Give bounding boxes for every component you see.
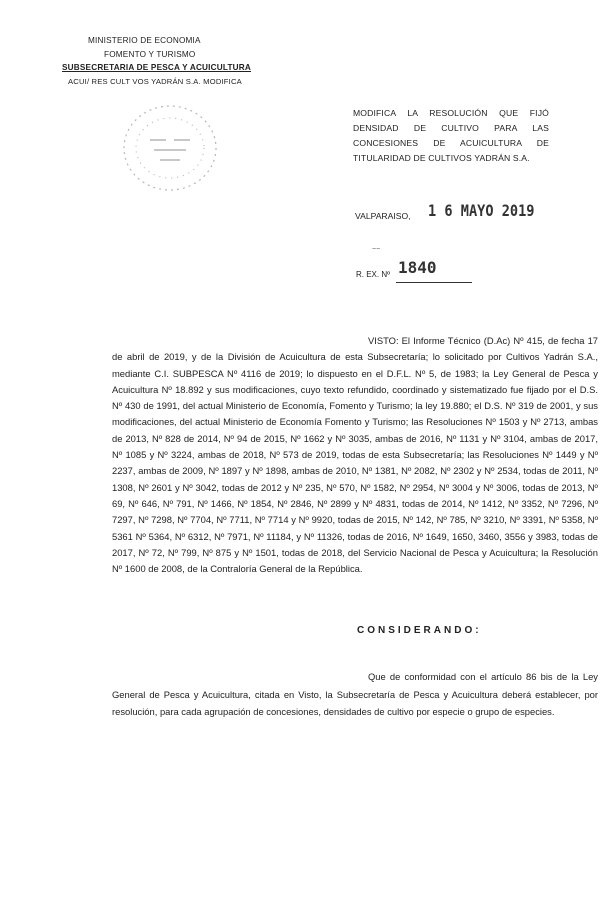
handwritten-mark: ~~ [372,246,381,253]
ministry-branch: FOMENTO Y TURISMO [104,50,196,59]
resolution-number-underline [396,282,472,283]
ministry-name: MINISTERIO DE ECONOMIA [88,36,201,45]
considerando-heading: CONSIDERANDO: [357,625,482,636]
resolution-label: R. EX. Nº [356,270,391,279]
considerando-paragraph: Que de conformidad con el artículo 86 bis de la Ley General de Pesca y Acuicultura, citada en Visto, la Subsecretaría de Pesca y Acuicultura deberá establecer, por resolución, para cada agrupación de concesiones, densidades de cultivo por especie o grupo de especies. [112,671,598,717]
resolution-number: 1840 [398,258,437,277]
official-seal-stamp [120,100,220,196]
resolution-subject: MODIFICA LA RESOLUCIÓN QUE FIJÓ DENSIDAD DE CULTIVO PARA LAS CONCESIONES DE ACUICULTURA DE TITULARIDAD DE CULTIVOS YADRÁN S.A. [353,108,549,163]
file-reference: ACUI/ RES CULT VOS YADRÁN S.A. MODIFICA [68,77,242,86]
visto-paragraph: VISTO: El Informe Técnico (D.Ac) Nº 415, de fecha 17 de abril de 2019, y de la División de Acuicultura de esta Subsecretaría; lo solicitado por Cultivos Yadrán S.A., mediante C.I. SUBPESCA Nº 4116 de 2019; lo dispuesto en el D.F.L. Nº 5, de 1983; la Ley General de Pesca y Acuicultura Nº 18.892 y sus modificaciones, cuyo texto refundido, coordinado y sistematizado fue fijado por el D.S. Nº 430 de 1991, del actual Ministerio de Economía, Fomento y Turismo; la ley 19.880; el D.S. Nº 319 de 2001, y sus modificaciones, del actual Ministerio de Economía Fomento y Turismo; las Resoluciones Nº 1503 y Nº 2713, ambas de 2013, Nº 828 de 2014, Nº 94 de 2015, Nº 1662 y Nº 3035, ambas de 2016, Nº 1131 y Nº 3104, ambas de 2017, Nº 1085 y Nº 3224, ambas de 2018, Nº 573 de 2019, todas de esta Subsecretaría; las Resoluciones Nº 1449 y Nº 2237, ambas de 2009, Nº 1897 y Nº 1898, ambas de 2010, Nº 1381, Nº 2082, Nº 2302 y Nº 2534, todas de 2011, Nº 1308, Nº 2601 y Nº 3042, todas de 2012 y Nº 235, Nº 570, Nº 1582, Nº 2954, Nº 3004 y Nº 3006, todas de 2013, Nº 69, Nº 646, Nº 791, Nº 1466, Nº 1854, Nº 2846, Nº 2899 y Nº 4831, todas de 2014, Nº 1412, Nº 3352, Nº 7296, Nº 7297, Nº 7298, Nº 7704, Nº 7711, Nº 7714 y Nº 9920, todas de 2015, Nº 142, Nº 785, Nº 3210, Nº 3391, Nº 5358, Nº 5361 Nº 5364, Nº 6312, Nº 7971, Nº 11184, y Nº 11326, todas de 2016, Nº 1649, 1650, 3460, 3556 y 3983, todas de 2017, Nº 72, Nº 799, Nº 875 y Nº 1501, todas de 2018, del Servicio Nacional de Pesca y Acuicultura; la Resolución Nº 1600 de 2008, de la Contraloría General de la República. [112,335,598,575]
place-label: VALPARAISO, [355,211,411,221]
subsecretaria-name: SUBSECRETARIA DE PESCA Y ACUICULTURA [62,63,252,72]
date-stamp: 1 6 MAYO 2019 [428,201,535,220]
